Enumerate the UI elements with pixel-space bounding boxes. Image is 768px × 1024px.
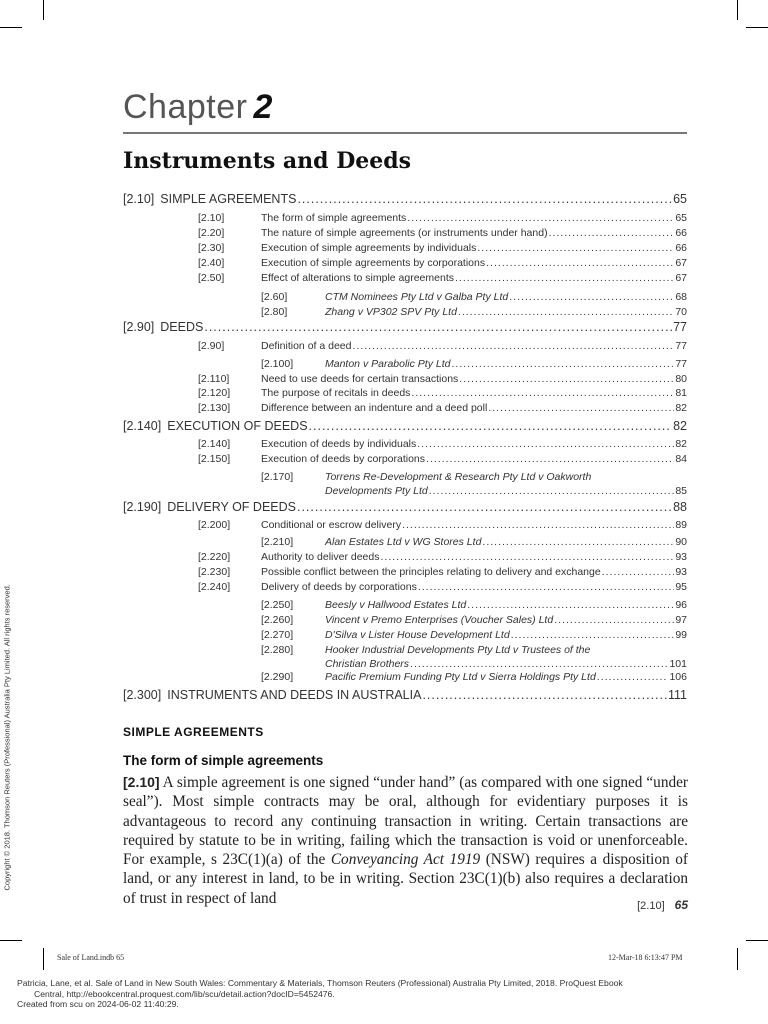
- toc-page-number: 95: [675, 581, 687, 593]
- toc-case-entry[interactable]: [261, 291, 687, 303]
- toc-heading-entry[interactable]: [123, 419, 687, 433]
- toc-entry-number: [2.200]: [198, 519, 231, 531]
- toc-entry-title: Definition of a deed: [261, 340, 352, 352]
- toc-page-number: 97: [675, 614, 687, 626]
- file-info-left: Sale of Land.indb 65: [57, 953, 125, 962]
- toc-dot-leader: [422, 688, 667, 702]
- chapter-label: [123, 88, 273, 127]
- chapter-rule: [123, 132, 687, 134]
- toc-entry-number: [2.60]: [261, 291, 288, 303]
- crop-mark: [0, 940, 22, 941]
- toc-entry-number: [2.10]: [123, 192, 155, 206]
- toc-heading-entry[interactable]: [123, 320, 687, 334]
- toc-dot-leader: [486, 257, 674, 269]
- toc-page-number: 89: [675, 519, 687, 531]
- toc-entry[interactable]: [198, 340, 687, 352]
- chapter-number: 2: [253, 88, 273, 126]
- toc-entry-title: The nature of simple agreements (or instruments under hand): [261, 227, 548, 239]
- toc-page-number: 82: [675, 438, 687, 450]
- toc-entry-title: Need to use deeds for certain transactions: [261, 373, 459, 385]
- toc-entry-title: Zhang v VP302 SPV Pty Ltd: [325, 306, 457, 318]
- chapter-title: Instruments and Deeds: [123, 148, 412, 174]
- toc-page-number: 66: [675, 242, 687, 254]
- paragraph-text-b: (NSW) requires a disposition of land, or any interest in land, to be in writing. Section 23C(1)(b) also requires a declaration of trust in respect of land: [123, 851, 689, 907]
- toc-page-number: 93: [675, 566, 687, 578]
- file-info-right: 12-Mar-18 6:13:47 PM: [608, 953, 683, 962]
- toc-dot-leader: [410, 658, 668, 670]
- crop-mark: [43, 0, 44, 20]
- toc-entry-title: Vincent v Premo Enterprises (Voucher Sales) Ltd: [325, 614, 554, 626]
- toc-entry-title: Manton v Parabolic Pty Ltd: [325, 358, 451, 370]
- toc-page-number: 82: [673, 419, 687, 433]
- toc-page-number: 90: [675, 536, 687, 548]
- toc-entry-title: The form of simple agreements: [261, 212, 407, 224]
- toc-dot-leader: [455, 272, 674, 284]
- toc-page-number: 99: [675, 629, 687, 641]
- toc-page-number: 66: [675, 227, 687, 239]
- toc-entry-title: INSTRUMENTS AND DEEDS IN AUSTRALIA: [167, 688, 422, 702]
- toc-case-entry-continued[interactable]: [325, 658, 687, 670]
- citation-line-2: Central, http://ebookcentral.proquest.com/lib/scu/detail.action?docID=5452476.: [34, 988, 335, 999]
- toc-entry-title-continued: Christian Brothers: [325, 658, 410, 670]
- subsection-heading: The form of simple agreements: [123, 753, 324, 768]
- toc-entry-title: Execution of deeds by corporations: [261, 453, 426, 465]
- chapter-word: Chapter: [123, 88, 248, 126]
- toc-entry-title: Pacific Premium Funding Pty Ltd v Sierra Holdings Pty Ltd: [325, 671, 596, 683]
- toc-page-number: 67: [675, 272, 687, 284]
- toc-entry[interactable]: [198, 551, 687, 563]
- toc-entry-number: [2.90]: [123, 320, 155, 334]
- folio-page-number: 65: [674, 898, 688, 912]
- paragraph-number: [2.10]: [123, 774, 160, 790]
- toc-entry[interactable]: [198, 272, 687, 284]
- toc-case-entry[interactable]: [261, 306, 687, 318]
- toc-dot-leader: [459, 373, 674, 385]
- citation-line-1: Patricia, Lane, et al. Sale of Land in New South Wales: Commentary & Materials, Thomson Reuters (Professional) Australia Pty Limited, 2018. ProQuest Ebook: [17, 978, 623, 988]
- toc-entry-number: [2.250]: [261, 599, 294, 611]
- toc-entry-number: [2.300]: [123, 688, 162, 702]
- citation-footer: [17, 978, 623, 1010]
- toc-entry-title: DEEDS: [160, 320, 204, 334]
- toc-page-number: 111: [667, 688, 687, 702]
- toc-dot-leader: [380, 551, 674, 563]
- toc-entry[interactable]: [198, 402, 687, 414]
- citation-line-3: Created from scu on 2024-06-02 11:40:29.: [17, 999, 179, 1009]
- toc-entry-title-continued: Developments Pty Ltd: [325, 485, 428, 497]
- toc-entry[interactable]: [198, 212, 687, 224]
- toc-page-number: 65: [675, 212, 687, 224]
- toc-heading-entry[interactable]: [123, 688, 687, 702]
- toc-page-number: 101: [669, 658, 687, 670]
- toc-case-entry[interactable]: [261, 536, 687, 548]
- toc-entry-title: Beesly v Hallwood Estates Ltd: [325, 599, 467, 611]
- toc-entry-number: [2.220]: [198, 551, 231, 563]
- toc-entry[interactable]: [198, 373, 687, 385]
- toc-dot-leader: [597, 671, 669, 683]
- toc-dot-leader: [204, 320, 672, 334]
- crop-mark: [737, 948, 738, 970]
- toc-entry-title: Effect of alterations to simple agreements: [261, 272, 454, 284]
- toc-entry-number: [2.140]: [123, 419, 162, 433]
- toc-entry-title: Torrens Re-Development & Research Pty Ltd v Oakworth: [325, 471, 592, 483]
- toc-page-number: 80: [675, 373, 687, 385]
- toc-entry-title: CTM Nominees Pty Ltd v Galba Pty Ltd: [325, 291, 509, 303]
- toc-heading-entry[interactable]: [123, 192, 687, 206]
- toc-case-entry[interactable]: [261, 471, 687, 483]
- toc-page-number: 68: [675, 291, 687, 303]
- toc-entry-title: Delivery of deeds by corporations: [261, 581, 417, 593]
- toc-entry[interactable]: [198, 242, 687, 254]
- toc-page-number: 81: [675, 387, 687, 399]
- toc-dot-leader: [602, 566, 675, 578]
- toc-dot-leader: [426, 453, 674, 465]
- toc-entry-number: [2.20]: [198, 227, 225, 239]
- toc-heading-entry[interactable]: [123, 500, 687, 514]
- toc-page-number: 77: [675, 340, 687, 352]
- toc-entry-number: [2.30]: [198, 242, 225, 254]
- toc-page-number: 88: [673, 500, 687, 514]
- toc-page-number: 96: [675, 599, 687, 611]
- toc-entry-number: [2.10]: [198, 212, 225, 224]
- toc-entry-title: D'Silva v Lister House Development Ltd: [325, 629, 510, 641]
- crop-mark: [746, 940, 768, 941]
- toc-entry-number: [2.130]: [198, 402, 231, 414]
- toc-entry-title: Execution of deeds by individuals: [261, 438, 417, 450]
- toc-entry-number: [2.190]: [123, 500, 162, 514]
- toc-entry-number: [2.230]: [198, 566, 231, 578]
- toc-entry-title: DELIVERY OF DEEDS: [167, 500, 296, 514]
- toc-dot-leader: [482, 536, 674, 548]
- toc-case-entry[interactable]: [261, 358, 687, 370]
- toc-case-entry[interactable]: [261, 644, 687, 656]
- toc-page-number: 70: [675, 306, 687, 318]
- toc-entry-title: Difference between an indenture and a deed poll: [261, 402, 488, 414]
- toc-entry-title: Conditional or escrow delivery: [261, 519, 402, 531]
- toc-entry[interactable]: [198, 257, 687, 269]
- toc-dot-leader: [402, 519, 674, 531]
- toc-entry-number: [2.280]: [261, 644, 294, 656]
- toc-entry-number: [2.50]: [198, 272, 225, 284]
- toc-entry-number: [2.290]: [261, 671, 294, 683]
- toc-entry-number: [2.150]: [198, 453, 231, 465]
- toc-entry-number: [2.170]: [261, 471, 294, 483]
- toc-dot-leader: [509, 291, 674, 303]
- page-folio: [637, 898, 688, 912]
- toc-case-entry[interactable]: [261, 614, 687, 626]
- toc-entry-title: Authority to deliver deeds: [261, 551, 380, 563]
- toc-case-entry[interactable]: [261, 629, 687, 641]
- toc-page-number: 77: [675, 358, 687, 370]
- toc-page-number: 85: [675, 485, 687, 497]
- toc-entry-title: EXECUTION OF DEEDS: [167, 419, 308, 433]
- toc-dot-leader: [429, 485, 675, 497]
- toc-dot-leader: [407, 212, 674, 224]
- side-copyright: Copyright © 2018. Thomson Reuters (Professional) Australia Pty Limited. All rights reserved.: [2, 584, 12, 891]
- toc-entry[interactable]: [198, 438, 687, 450]
- crop-mark: [43, 948, 44, 970]
- toc-dot-leader: [549, 227, 675, 239]
- toc-page-number: 67: [675, 257, 687, 269]
- toc-entry-number: [2.90]: [198, 340, 225, 352]
- crop-mark: [0, 27, 22, 28]
- toc-dot-leader: [417, 438, 674, 450]
- toc-entry-number: [2.100]: [261, 358, 294, 370]
- toc-dot-leader: [467, 599, 674, 611]
- paragraph-text-a: A simple agreement is one signed “under hand” (as compared with one signed “under seal”). Most simple contracts may be oral, although for evidentiary purposes it is advantageous to record any continuing transaction in writing. Certain transactions are required by statute to be in writing, failing which the transaction is void or unenforceable. For example, s 23C(1)(a) of the: [123, 774, 688, 869]
- folio-ref: [2.10]: [637, 900, 665, 912]
- toc-entry-number: [2.270]: [261, 629, 294, 641]
- toc-entry-title: Alan Estates Ltd v WG Stores Ltd: [325, 536, 482, 548]
- toc-case-entry-continued[interactable]: [325, 485, 687, 497]
- toc-entry[interactable]: [198, 227, 687, 239]
- body-paragraph: [123, 773, 688, 908]
- toc-dot-leader: [511, 629, 675, 641]
- toc-dot-leader: [451, 358, 674, 370]
- toc-dot-leader: [297, 500, 672, 514]
- crop-mark: [746, 27, 768, 28]
- toc-page-number: 77: [673, 320, 687, 334]
- toc-entry-number: [2.110]: [198, 373, 230, 385]
- toc-dot-leader: [477, 242, 674, 254]
- crop-mark: [737, 0, 738, 20]
- toc-page-number: 65: [673, 192, 687, 206]
- toc-dot-leader: [418, 581, 674, 593]
- toc-entry[interactable]: [198, 566, 687, 578]
- toc-entry-title: Possible conflict between the principles relating to delivery and exchange: [261, 566, 601, 578]
- toc-case-entry[interactable]: [261, 671, 687, 683]
- toc-page-number: 93: [675, 551, 687, 563]
- toc-entry-title: SIMPLE AGREEMENTS: [160, 192, 297, 206]
- section-heading: SIMPLE AGREEMENTS: [123, 725, 264, 739]
- toc-entry-number: [2.240]: [198, 581, 231, 593]
- toc-entry-title: Hooker Industrial Developments Pty Ltd v Trustees of the: [325, 644, 591, 656]
- toc-dot-leader: [458, 306, 674, 318]
- toc-entry-title: Execution of simple agreements by individuals: [261, 242, 477, 254]
- toc-entry[interactable]: [198, 453, 687, 465]
- toc-entry-number: [2.210]: [261, 536, 294, 548]
- toc-entry-number: [2.40]: [198, 257, 225, 269]
- toc-dot-leader: [309, 419, 673, 433]
- toc-entry-number: [2.260]: [261, 614, 294, 626]
- toc-entry-number: [2.80]: [261, 306, 288, 318]
- toc-dot-leader: [411, 387, 674, 399]
- toc-dot-leader: [554, 614, 674, 626]
- toc-entry-number: [2.140]: [198, 438, 231, 450]
- toc-page-number: 82: [675, 402, 687, 414]
- toc-dot-leader: [488, 402, 674, 414]
- toc-page-number: 84: [675, 453, 687, 465]
- toc-entry[interactable]: [198, 519, 687, 531]
- toc-entry[interactable]: [198, 581, 687, 593]
- act-name: Conveyancing Act 1919: [330, 851, 481, 869]
- toc-dot-leader: [297, 192, 672, 206]
- toc-case-entry[interactable]: [261, 599, 687, 611]
- toc-entry-title: The purpose of recitals in deeds: [261, 387, 411, 399]
- toc-entry-title: Execution of simple agreements by corporations: [261, 257, 486, 269]
- toc-entry-number: [2.120]: [198, 387, 231, 399]
- toc-dot-leader: [352, 340, 674, 352]
- toc-entry[interactable]: [198, 387, 687, 399]
- toc-page-number: 106: [669, 671, 687, 683]
